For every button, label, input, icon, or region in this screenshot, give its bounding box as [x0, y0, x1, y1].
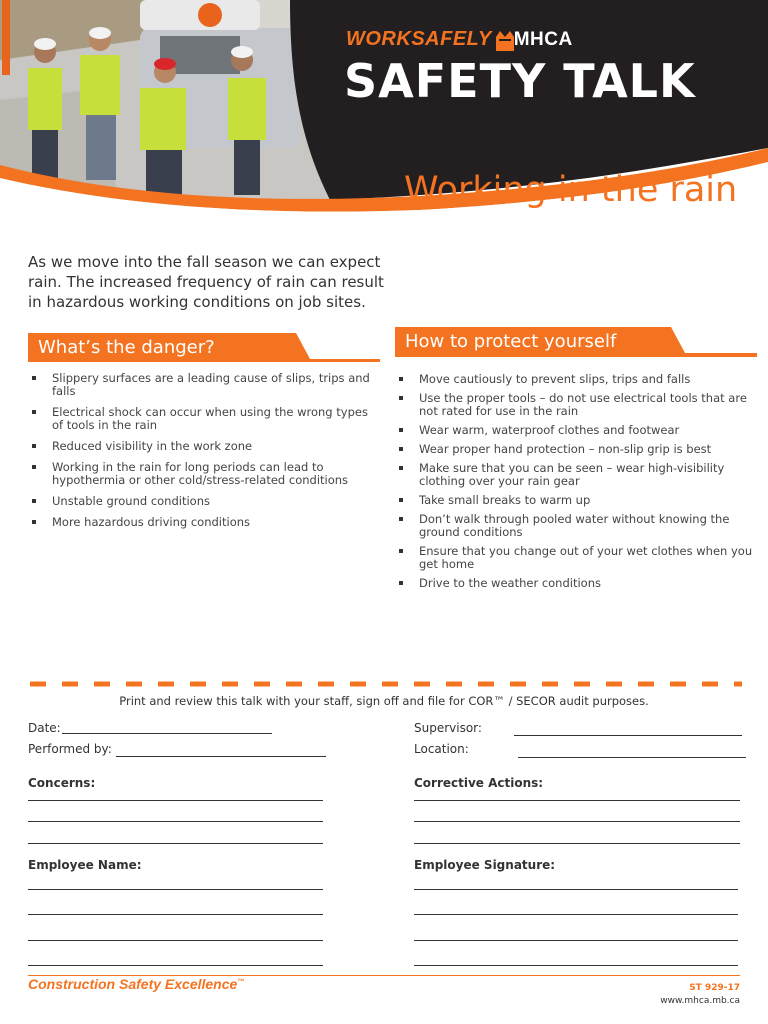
- mhca-crown-icon: [496, 31, 514, 51]
- brand-logo: [346, 28, 573, 51]
- bullet-icon: [399, 498, 403, 502]
- bullet-icon: [399, 517, 403, 521]
- website-link[interactable]: www.mhca.mb.ca: [660, 996, 740, 1006]
- bullet-icon: [399, 581, 403, 585]
- protect-list: [395, 373, 757, 596]
- print-instructions: Print and review this talk with your staff, sign off and file for COR™ / SECOR audit purposes.: [119, 694, 649, 708]
- bullet-icon: [399, 428, 403, 432]
- cut-line-divider: [30, 680, 742, 688]
- page-title: SAFETY TALK: [344, 54, 696, 108]
- performed-by-field[interactable]: [116, 756, 326, 757]
- bullet-icon: [399, 377, 403, 381]
- concerns-line-2[interactable]: [28, 821, 323, 822]
- supervisor-label: Supervisor:: [414, 721, 482, 735]
- performed-by-label: Performed by:: [28, 742, 112, 756]
- list-item: Ensure that you change out of your wet clothes when you get home: [395, 545, 757, 571]
- list-item: Working in the rain for long periods can lead to hypothermia or other cold/stress-related conditions: [28, 461, 380, 487]
- mhca-logo: [496, 29, 573, 51]
- signature-line-3[interactable]: [414, 940, 738, 941]
- employee-signature-label: Employee Signature:: [414, 858, 556, 872]
- list-item: Use the proper tools – do not use electrical tools that are not rated for use in the rain: [395, 392, 757, 418]
- list-item: Make sure that you can be seen – wear high-visibility clothing over your rain gear: [395, 462, 757, 488]
- list-item: Move cautiously to prevent slips, trips and falls: [395, 373, 757, 386]
- danger-heading: What’s the danger?: [38, 337, 215, 358]
- corrective-line-1[interactable]: [414, 800, 740, 801]
- list-item: Wear warm, waterproof clothes and footwear: [395, 424, 757, 437]
- mhca-wordmark: MHCA: [513, 28, 573, 50]
- list-item: Don’t walk through pooled water without knowing the ground conditions: [395, 513, 757, 539]
- footer-tagline: Construction Safety Excellence™: [28, 976, 245, 992]
- employee-name-line-1[interactable]: [28, 889, 323, 890]
- bullet-icon: [32, 499, 36, 503]
- bullet-icon: [32, 410, 36, 414]
- concerns-line-1[interactable]: [28, 800, 323, 801]
- bullet-icon: [399, 447, 403, 451]
- list-item: Take small breaks to warm up: [395, 494, 757, 507]
- corrective-actions-label: Corrective Actions:: [414, 776, 544, 790]
- intro-paragraph: As we move into the fall season we can expect rain. The increased frequency of rain can result in hazardous working conditions on job sites.: [28, 253, 384, 311]
- corrective-line-3[interactable]: [414, 843, 740, 844]
- concerns-line-3[interactable]: [28, 843, 323, 844]
- bullet-icon: [399, 549, 403, 553]
- signature-line-1[interactable]: [414, 889, 738, 890]
- list-item: Slippery surfaces are a leading cause of slips, trips and falls: [28, 372, 380, 398]
- signature-line-4[interactable]: [414, 965, 738, 966]
- list-item: Electrical shock can occur when using the wrong types of tools in the rain: [28, 406, 380, 432]
- header: [0, 0, 768, 230]
- document-code: ST 929-17: [689, 983, 740, 993]
- worksafely-wordmark: WORKSAFELY: [346, 28, 492, 50]
- date-field[interactable]: [62, 733, 272, 734]
- danger-heading-banner: [28, 333, 380, 365]
- list-item: More hazardous driving conditions: [28, 516, 380, 529]
- date-label: Date:: [28, 721, 61, 735]
- employee-name-line-3[interactable]: [28, 940, 323, 941]
- danger-list: [28, 372, 380, 537]
- bullet-icon: [399, 396, 403, 400]
- employee-name-label: Employee Name:: [28, 858, 142, 872]
- bullet-icon: [32, 444, 36, 448]
- supervisor-field[interactable]: [514, 735, 742, 736]
- concerns-label: Concerns:: [28, 776, 96, 790]
- bullet-icon: [32, 376, 36, 380]
- location-field[interactable]: [518, 757, 746, 758]
- employee-name-line-2[interactable]: [28, 914, 323, 915]
- protect-heading: How to protect yourself: [405, 331, 617, 352]
- bullet-icon: [399, 466, 403, 470]
- list-item: Reduced visibility in the work zone: [28, 440, 380, 453]
- corrective-line-2[interactable]: [414, 821, 740, 822]
- signature-line-2[interactable]: [414, 914, 738, 915]
- bullet-icon: [32, 520, 36, 524]
- talk-topic-title: Working in the rain: [404, 170, 738, 210]
- protect-heading-banner: [395, 327, 757, 359]
- employee-name-line-4[interactable]: [28, 965, 323, 966]
- list-item: Unstable ground conditions: [28, 495, 380, 508]
- trademark-mark: ™: [237, 978, 245, 986]
- list-item: Wear proper hand protection – non-slip grip is best: [395, 443, 757, 456]
- location-label: Location:: [414, 742, 469, 756]
- list-item: Drive to the weather conditions: [395, 577, 757, 590]
- bullet-icon: [32, 465, 36, 469]
